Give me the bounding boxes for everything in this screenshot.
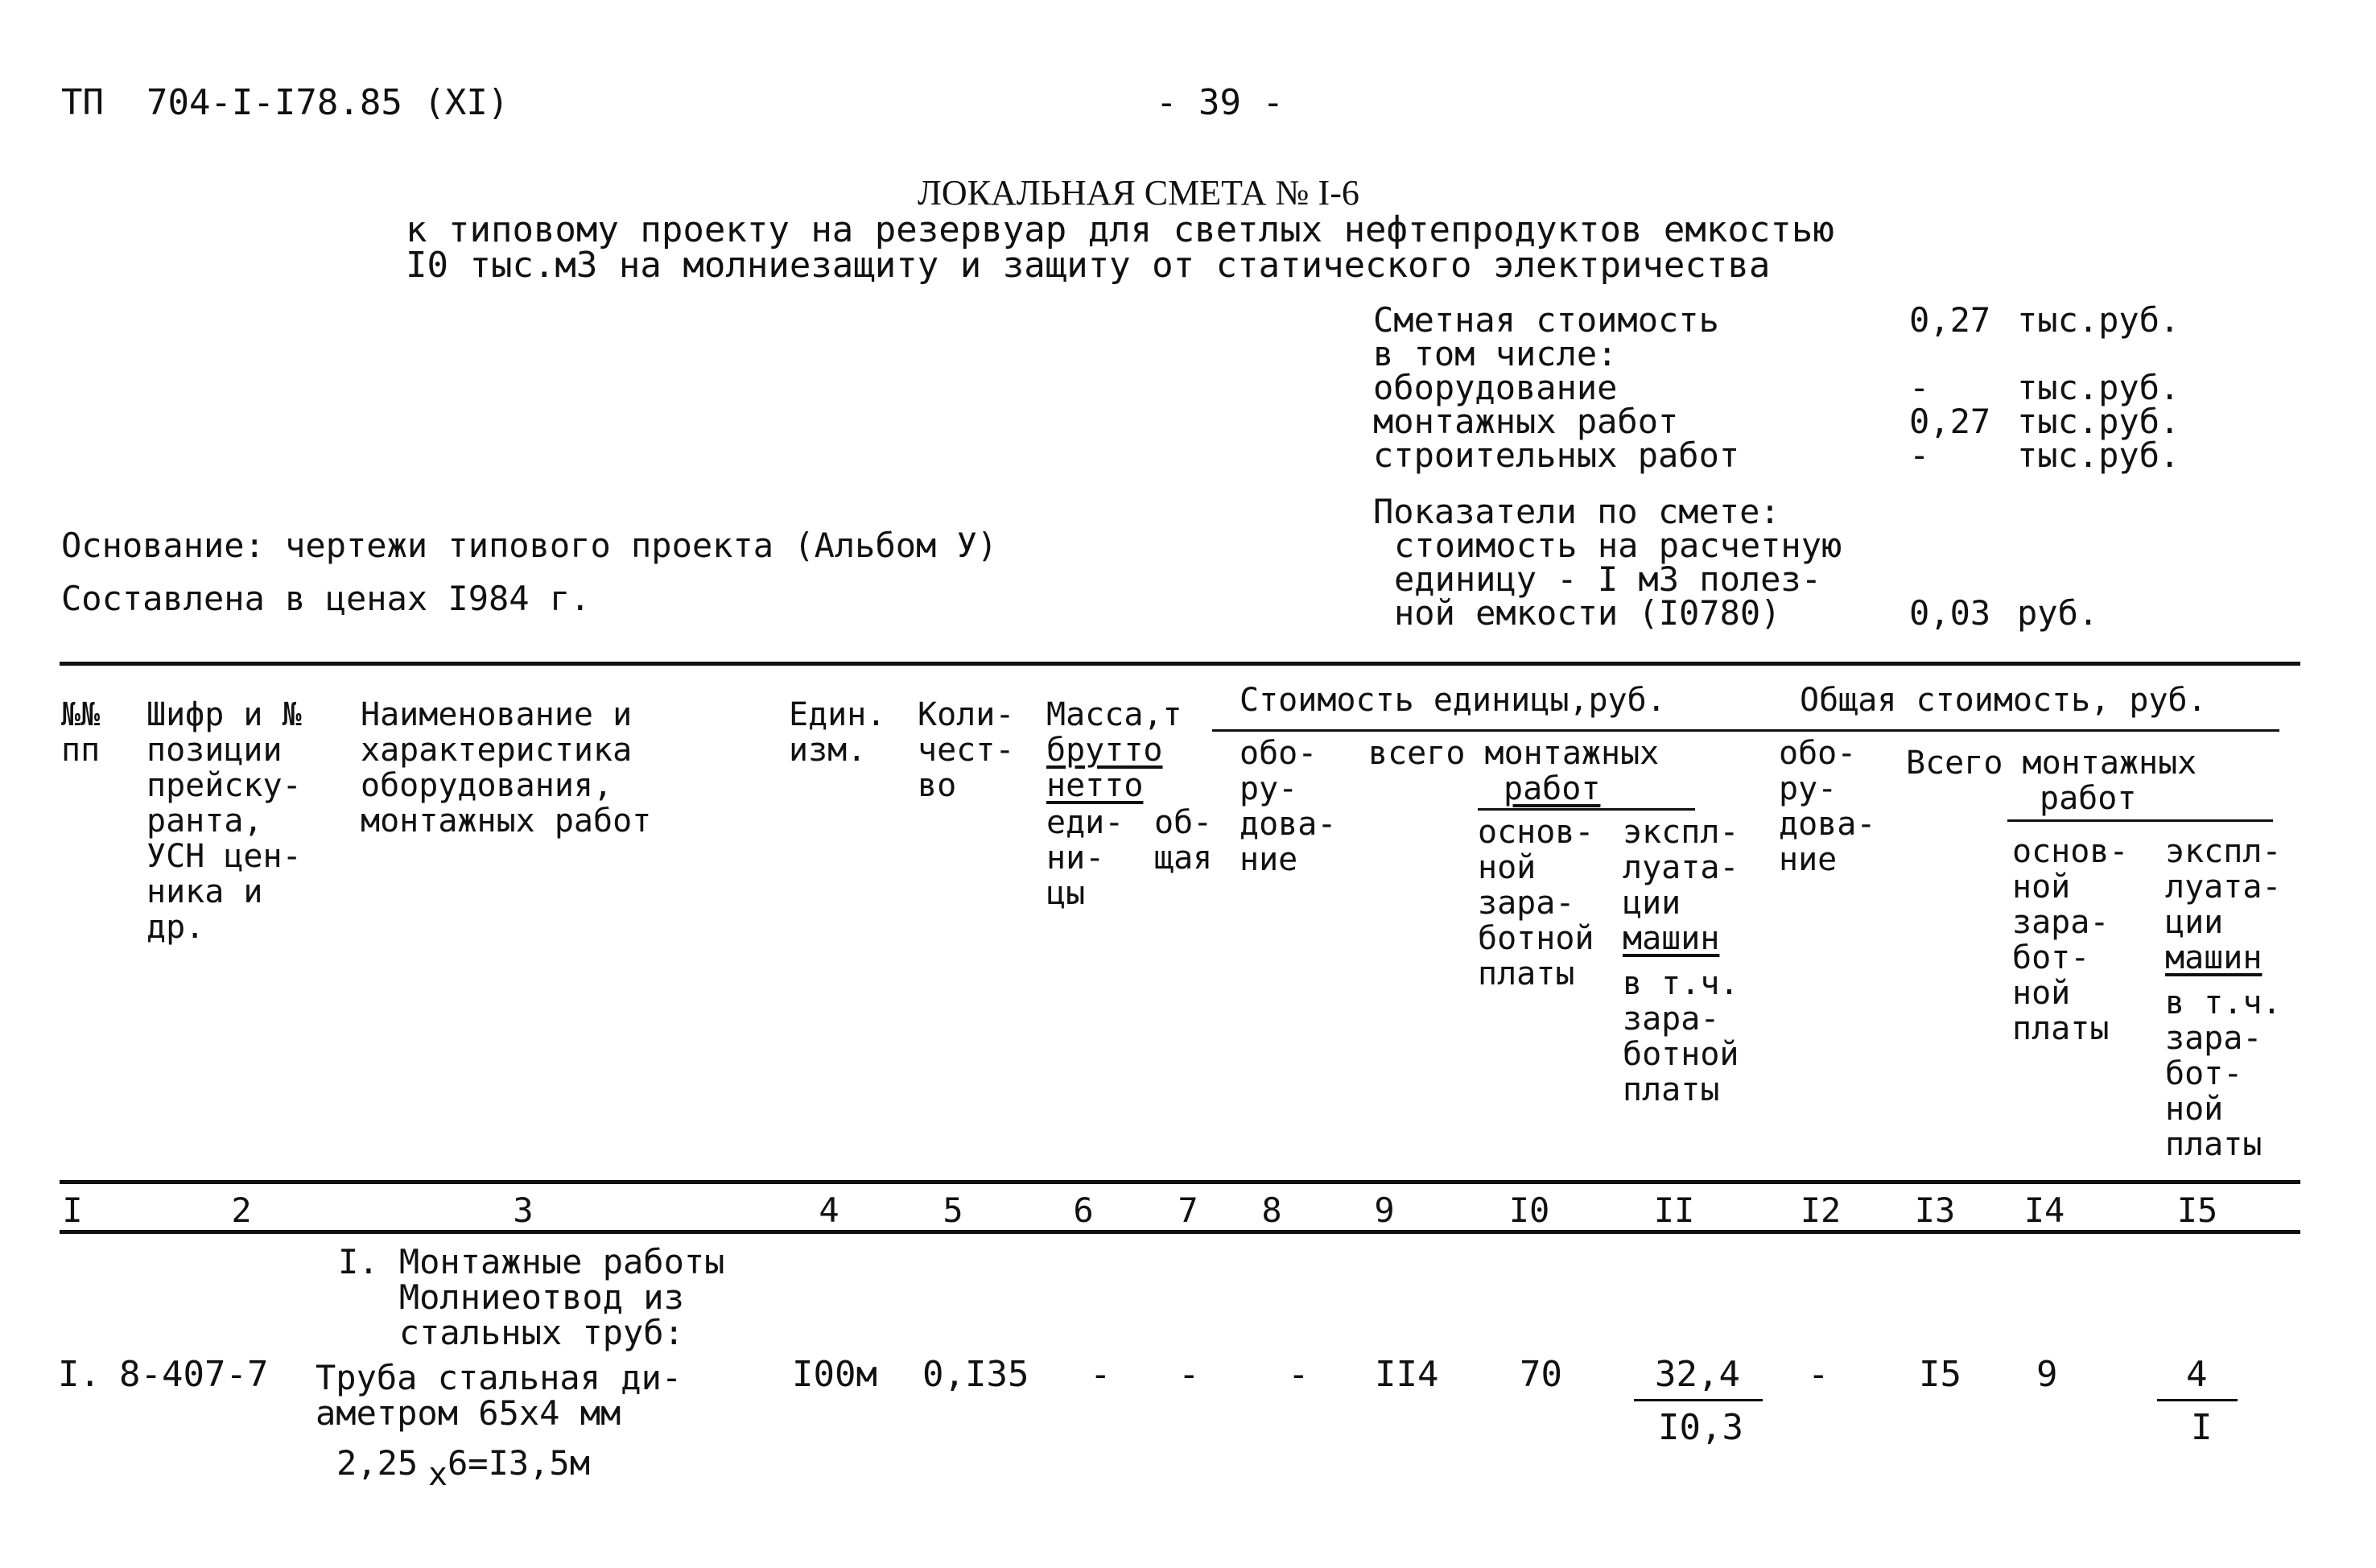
header-col-total-machine-top: экспл- луата- ции [2165,833,2282,941]
section-title: I. Монтажные работы Молниеотвод из стальных труб: [338,1242,725,1352]
compiled-text: Составлена в ценах I984 г. [61,579,591,618]
header-unit-mount-sub: работ [1504,770,1601,807]
indicator-line-1: стоимость на расчетную [1394,526,1842,565]
header-col-total-base: основ- ной зара- бот- ной платы [2012,833,2129,1047]
header-col-machine-label: машин [1623,920,1720,957]
document-code: ТП 704-I-I78.85 (XI) [61,82,509,123]
header-col-machine-top: экспл- луата- ции [1623,814,1739,922]
column-number: I5 [2176,1190,2218,1230]
cost-value-equipment: - [1909,368,1930,407]
column-number: I0 [1508,1190,1550,1230]
cost-label-total: Сметная стоимость [1373,300,1719,340]
header-mass-brutto: брутто [1046,732,1163,769]
header-mass-netto: нетто [1046,767,1144,804]
cost-unit-construction: тыс.руб. [2017,435,2180,475]
column-number: 5 [943,1190,963,1230]
indicator-line-3: ной емкости (I0780) [1394,593,1781,633]
column-number: I [62,1190,83,1230]
row-total-all: I5 [1919,1354,1961,1395]
row-unit: I00м [792,1354,877,1395]
header-total-mount-title: Всего монтажных [1906,745,2197,782]
basis-text: Основание: чертежи типового проекта (Альбом У) [61,526,998,565]
row-equip: - [1288,1354,1310,1395]
row-machine-wage: I0,3 [1658,1407,1743,1448]
row-total-machine-wage: I [2191,1407,2213,1448]
header-col-unit: Един. изм. [789,696,886,769]
header-col-total-machine-wage: в т.ч. зара- бот- ной платы [2165,984,2282,1163]
cost-value-total: 0,27 [1909,300,1991,340]
column-numbers-rule [60,1230,2300,1234]
row-base-wage: 70 [1520,1354,1562,1395]
header-col-code: Шифр и № позиции прейску- ранта, УСН цен- ника и др. [146,696,302,946]
header-bottom-rule [60,1180,2300,1184]
row-calc-a: 2,25 [336,1443,419,1483]
unit-mount-rule [1478,808,1695,811]
row-qty: 0,I35 [922,1354,1029,1395]
indicator-value: 0,03 [1909,593,1991,633]
column-number: 2 [231,1190,252,1230]
header-col-mass-unit: еди- ни- цы [1046,804,1124,912]
column-number: I3 [1914,1190,1956,1230]
header-col-total-machine-label: машин [2165,939,2263,976]
indicators-title: Показатели по смете: [1373,492,1780,531]
cost-unit-equipment: тыс.руб. [2017,368,2180,407]
header-col-machine-wage: в т.ч. зара- ботной платы [1623,965,1739,1108]
row-calc-x: х [428,1456,448,1493]
cost-value-construction: - [1909,435,1930,475]
row-number: I. [58,1354,101,1395]
estimate-subtitle-line2: I0 тыс.м3 на молниезащиту и защиту от статического электричества [406,245,1771,286]
header-unit-cost-title: Стоимость единицы,руб. [1240,682,1666,719]
header-col-equip: обо- ру- дова- ние [1240,735,1337,878]
column-number: 8 [1261,1190,1282,1230]
column-number: 4 [819,1190,839,1230]
header-total-cost-title: Общая стоимость, руб. [1800,682,2207,719]
column-number: I4 [2023,1190,2065,1230]
row-name: Труба стальная ди- аметром 65х4 мм [316,1358,683,1433]
fraction-line [1634,1399,1763,1401]
column-number: 7 [1178,1190,1198,1230]
estimate-subtitle-line1: к типовому проекту на резервуар для светлых нефтепродуктов емкостью [406,209,1834,250]
header-col-qty: Коли- чест- во [918,696,1015,804]
estimate-title: ЛОКАЛЬНАЯ СМЕТА № I-6 [918,173,1359,213]
cost-unit-total: тыс.руб. [2017,300,2180,340]
row-total-equip: - [1808,1354,1829,1395]
column-number: 6 [1073,1190,1094,1230]
header-unit-mount-title: всего монтажных [1368,735,1660,772]
header-mass-title: Масса,т [1046,696,1182,733]
cost-label-equipment: оборудование [1373,368,1618,407]
column-number: I2 [1800,1190,1842,1230]
row-code: 8-407-7 [119,1354,269,1395]
cost-unit-mounting: тыс.руб. [2017,402,2180,441]
table-top-rule [60,662,2300,666]
cost-label-including: в том числе: [1373,334,1618,373]
header-col-num: №№ пп [61,696,101,769]
column-number: 3 [513,1190,534,1230]
page-number: - 39 - [1156,82,1284,123]
row-mass-total: - [1178,1354,1200,1395]
column-number: II [1653,1190,1695,1230]
total-mounting-rule [2007,819,2273,822]
indicator-unit: руб. [2017,593,2099,633]
cost-value-mounting: 0,27 [1909,402,1991,441]
cost-label-mounting: монтажных работ [1373,402,1679,441]
header-col-base-wage: основ- ной зара- ботной платы [1478,814,1594,992]
row-total-machine: 4 [2186,1354,2208,1395]
column-number: 9 [1374,1190,1395,1230]
row-calc-b: 6=I3,5м [448,1443,591,1483]
row-total-mount: II4 [1375,1354,1439,1395]
cost-label-construction: строительных работ [1373,435,1740,475]
cost-group-rule [1212,729,2279,732]
header-col-name: Наименование и характеристика оборудования, монтажных работ [361,696,652,840]
header-total-mount-sub: работ [2040,780,2137,817]
row-mass-unit: - [1090,1354,1112,1395]
indicator-line-2: единицу - I м3 полез- [1394,559,1822,599]
header-col-mass-total: об- щая [1154,804,1213,877]
row-total-base: 9 [2036,1354,2058,1395]
row-machine: 32,4 [1655,1354,1740,1395]
fraction-line [2157,1399,2238,1401]
header-col-total-equip: обо- ру- дова- ние [1779,735,1876,878]
